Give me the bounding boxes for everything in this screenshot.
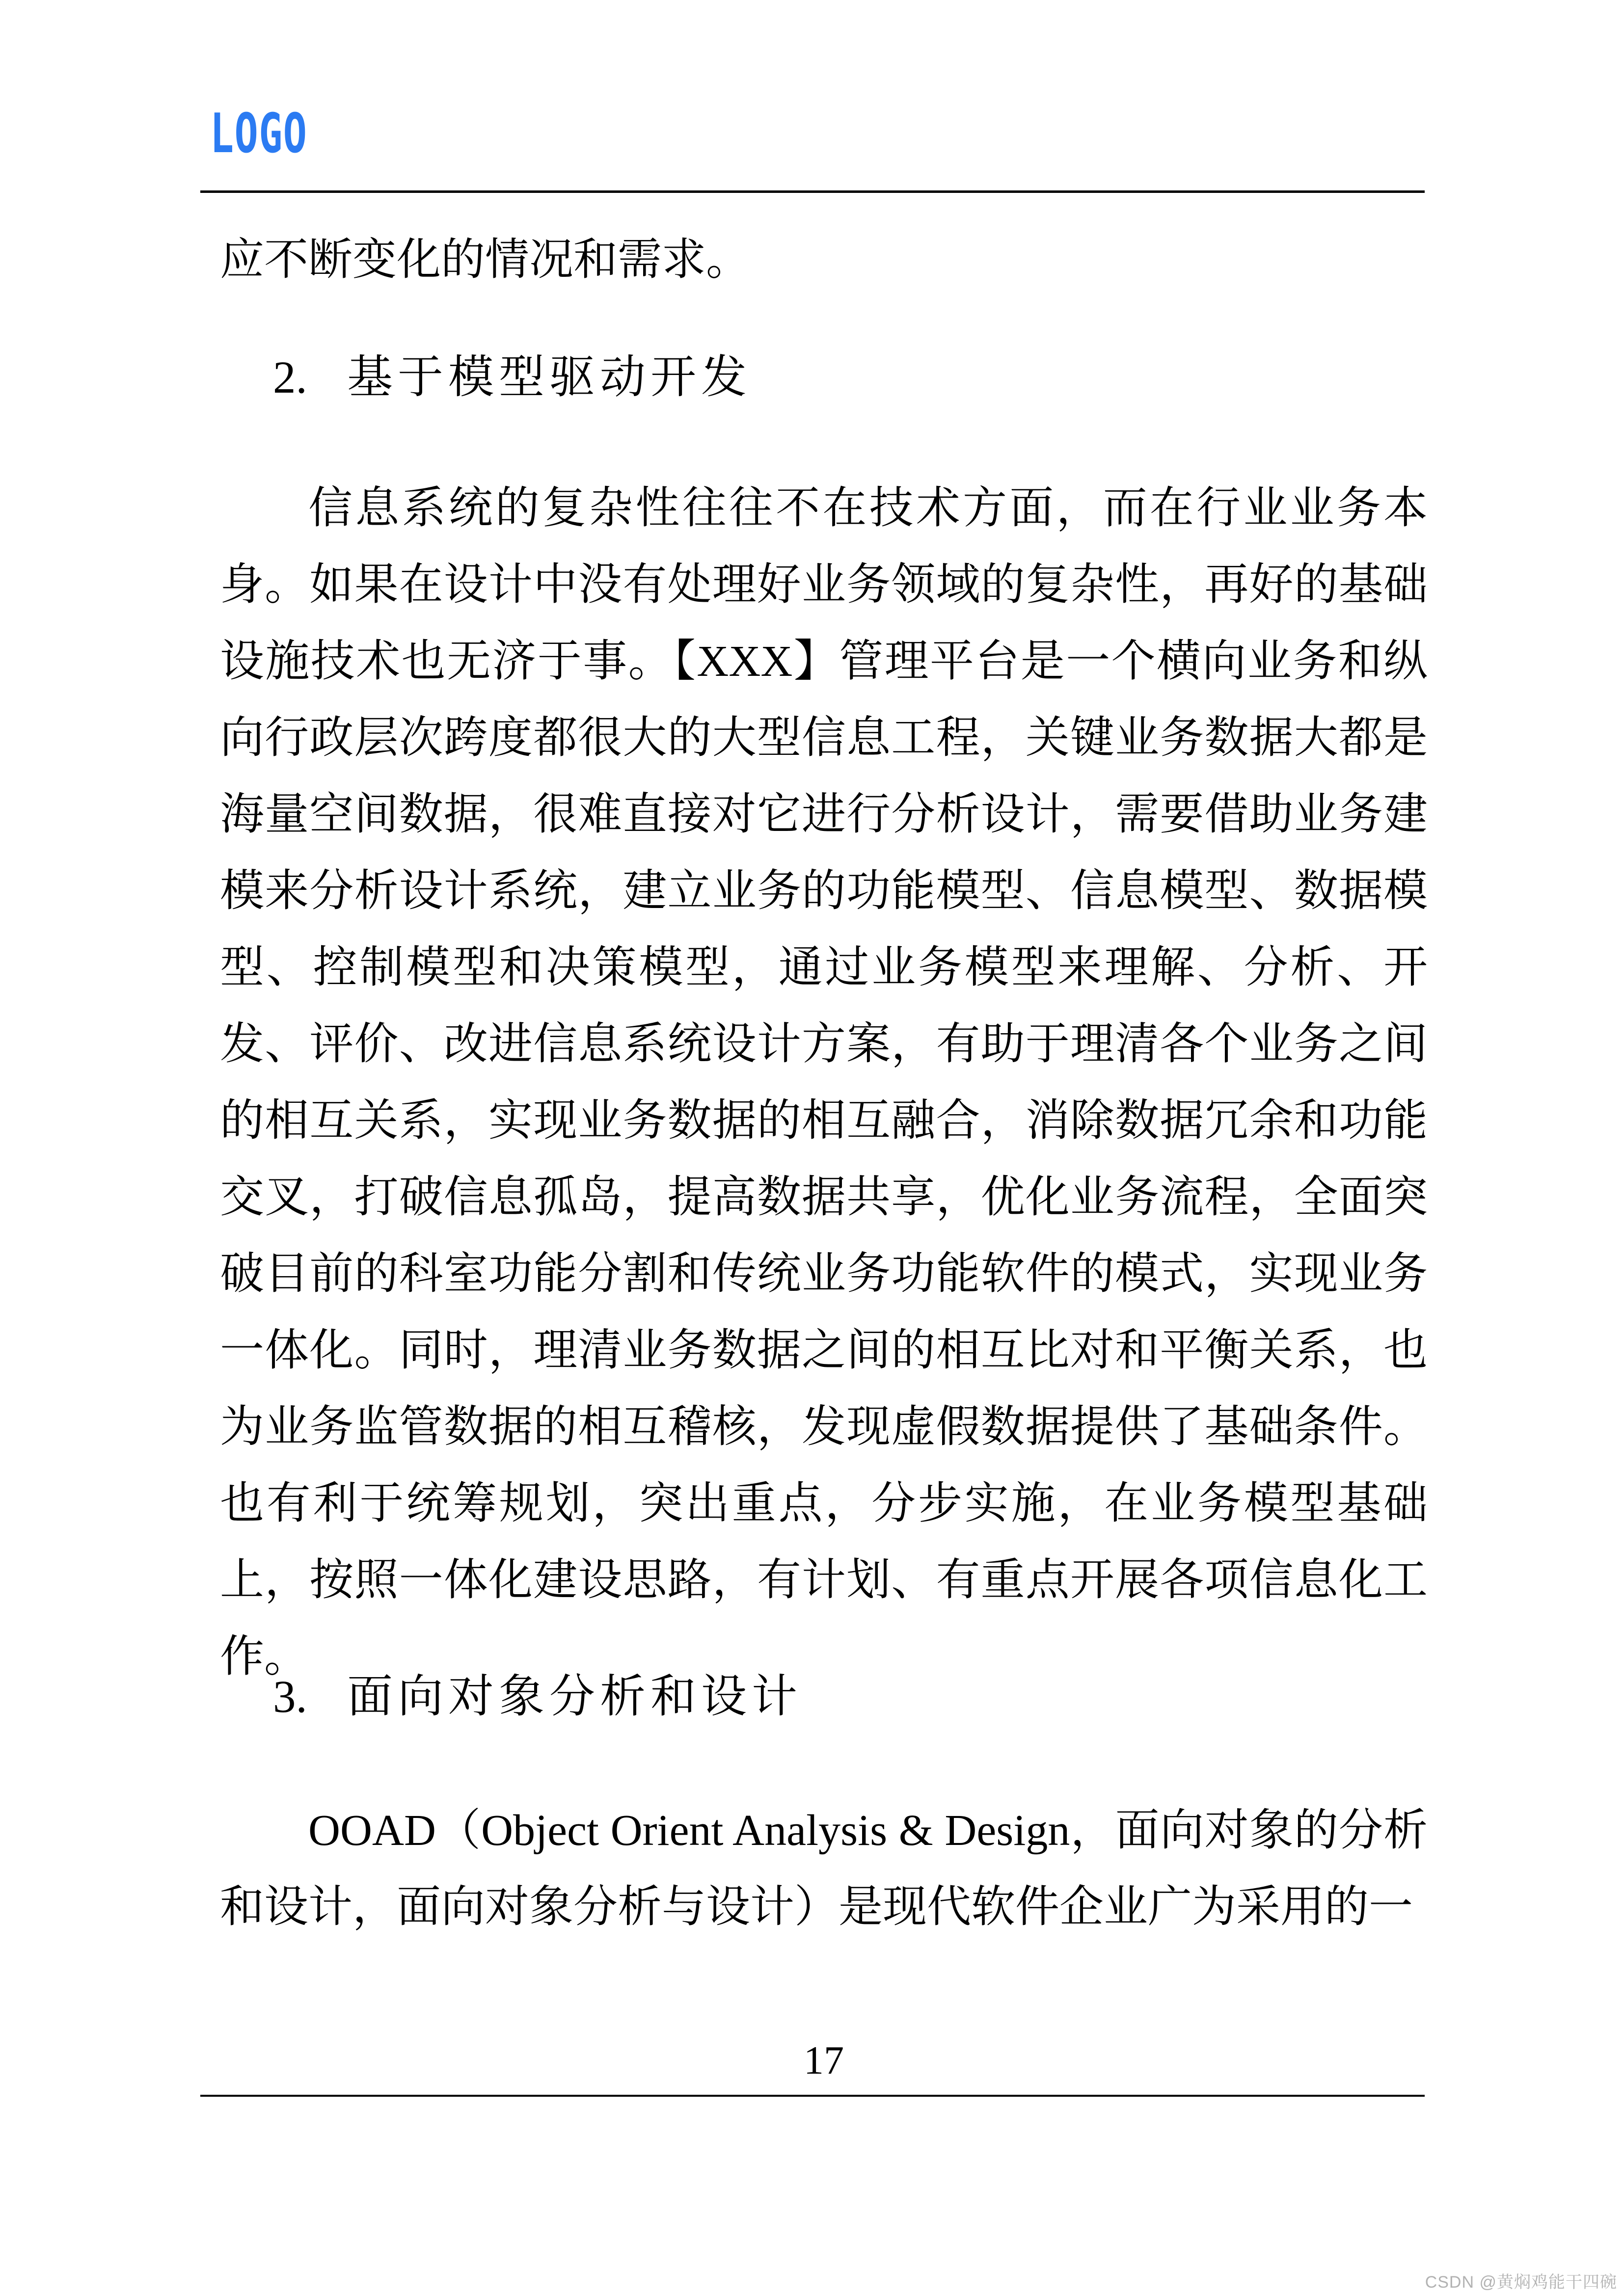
section-heading-3 [220, 1663, 802, 1732]
footer-divider [200, 2095, 1425, 2097]
section-number: 3. [273, 1672, 307, 1722]
company-logo: LOGO [210, 102, 308, 165]
page-number: 17 [804, 2038, 844, 2082]
section-3-body-paragraph: OOAD（Object Orient Analysis & Design，面向对象的分析和设计，面向对象分析与设计）是现代软件企业广为采用的一 [220, 1806, 1428, 1931]
section-heading-2 [220, 344, 752, 412]
paragraph-continuation: 应不断变化的情况和需求。 [220, 236, 750, 284]
header-divider [200, 190, 1425, 193]
section-2-body-paragraph: 信息系统的复杂性往往不在技术方面，而在行业业务本身。如果在设计中没有处理好业务领域的复杂性，再好的基础设施技术也无济于事。【XXX】管理平台是一个横向业务和纵向行政层次跨度都很大的大型信息工程，关键业务数据大都是海量空间数据，很难直接对它进行分析设计，需要借助业务建模来分析设计系统，建立业务的功能模型、信息模型、数据模型、控制模型和决策模型，通过业务模型来理解、分析、开发、评价、改进信息系统设计方案，有助于理清各个业务之间的相互关系，实现业务数据的相互融合，消除数据冗余和功能交叉，打破信息孤岛，提高数据共享，优化业务流程，全面突破目前的科室功能分割和传统业务功能软件的模式，实现业务一体化。同时，理清业务数据之间的相互比对和平衡关系，也为业务监管数据的相互稽核，发现虚假数据提供了基础条件。也有利于统筹规划，突出重点，分步实施，在业务模型基础上，按照一体化建设思路，有计划、有重点开展各项信息化工作。 [220, 484, 1428, 1681]
section-title: 面向对象分析和设计 [347, 1672, 802, 1722]
section-number: 2. [273, 352, 307, 403]
section-title: 基于模型驱动开发 [347, 352, 752, 403]
csdn-watermark: CSDN @黄焖鸡能干四碗 [1425, 2273, 1617, 2292]
